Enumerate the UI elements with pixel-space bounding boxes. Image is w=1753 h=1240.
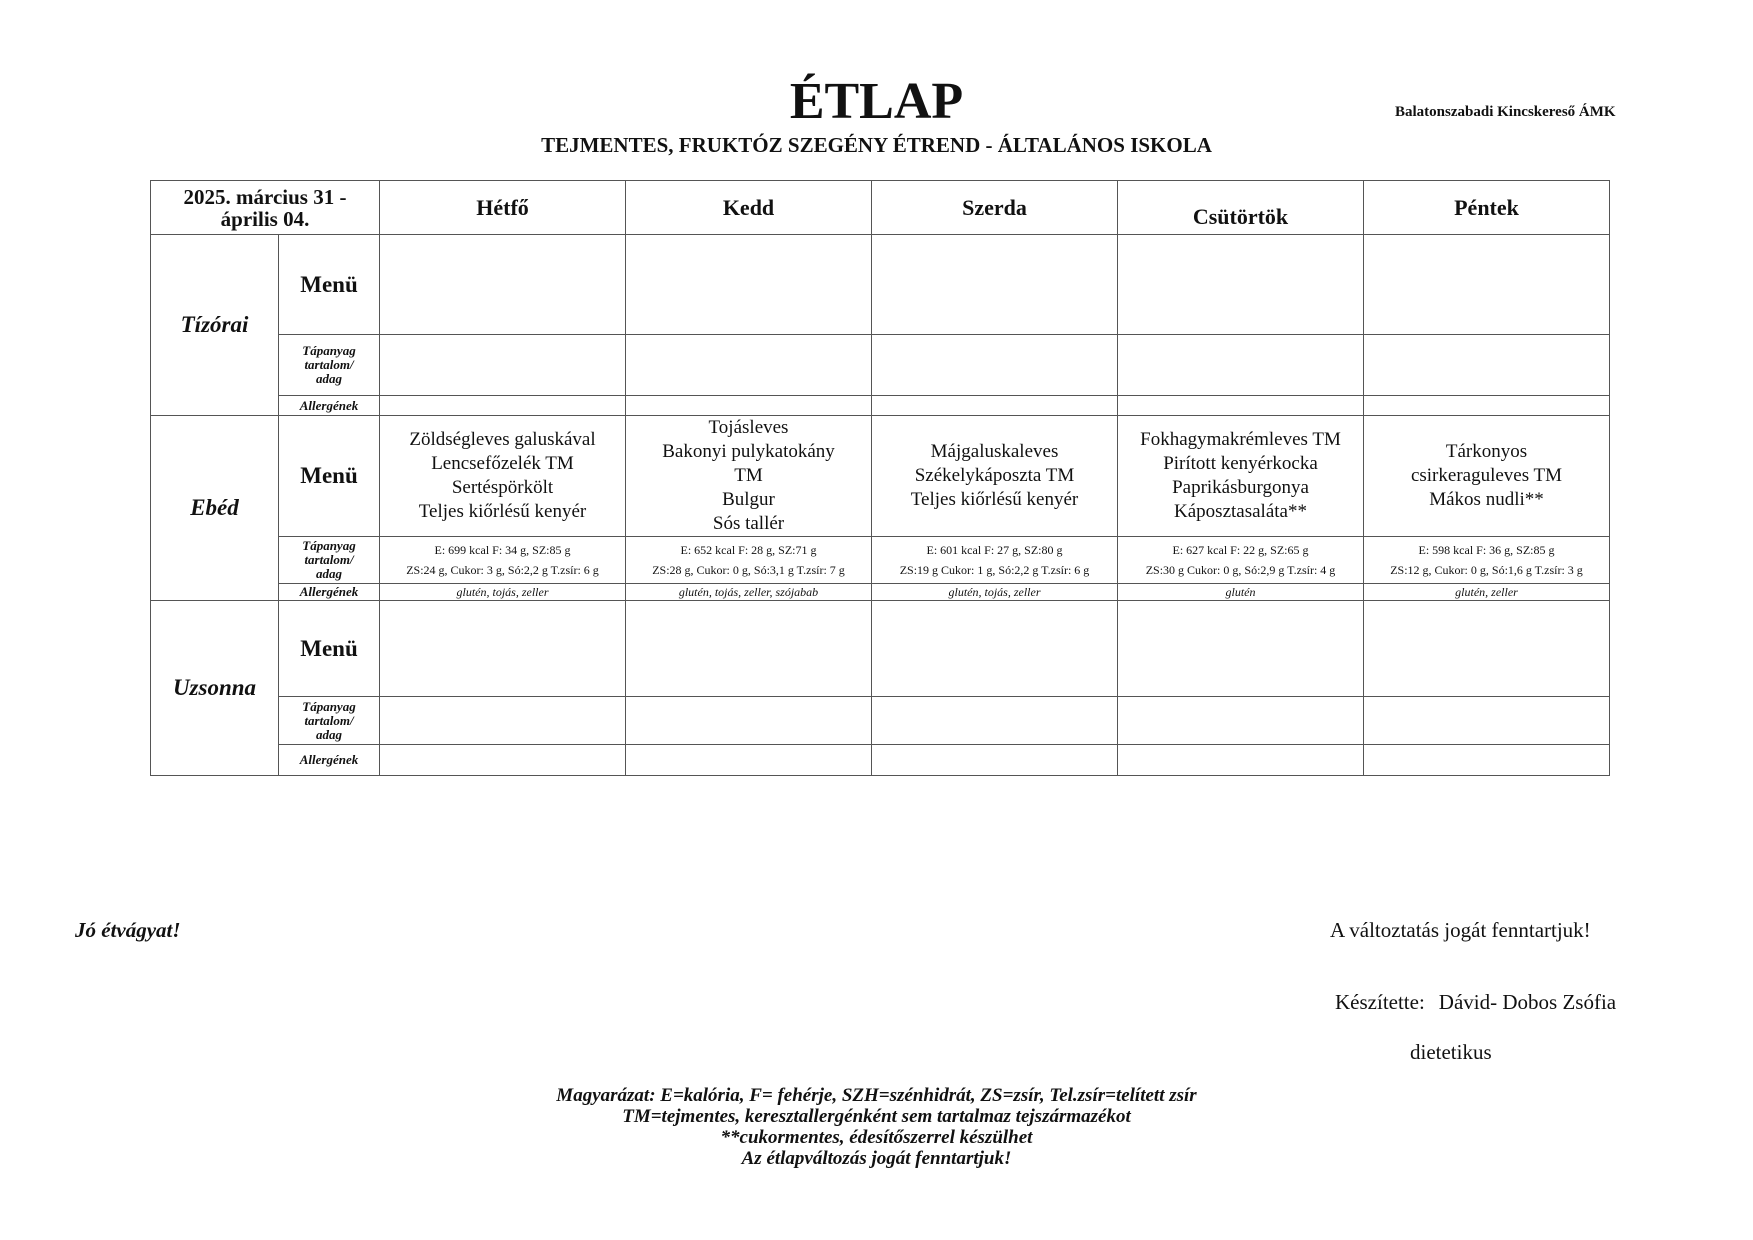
ebed-nutrient-row xyxy=(151,537,1610,584)
author-label: Készítette: xyxy=(1335,990,1425,1014)
nutrient-cell xyxy=(1118,697,1364,745)
nutrient-label-line-3: adag xyxy=(316,371,342,386)
dish-line: Lencsefőzelék TM xyxy=(431,453,574,474)
menu-cell xyxy=(1118,601,1364,697)
nutrient-cell xyxy=(626,697,872,745)
lunch-allergens-monday: glutén, tojás, zeller xyxy=(380,584,626,601)
nutrient-label-line-3: adag xyxy=(316,566,342,581)
lunch-menu-thursday xyxy=(1118,416,1364,537)
legend-line: TM=tejmentes, keresztallergénként sem tartalmaz tejszármazékot xyxy=(622,1106,1131,1127)
allergen-cell xyxy=(1118,396,1364,416)
nutrient-cell xyxy=(872,697,1118,745)
nutrient-line: ZS:19 g Cukor: 1 g, Só:2,2 g T.zsír: 6 g xyxy=(899,563,1090,577)
ebed-menu-row xyxy=(151,416,1610,537)
allergen-cell xyxy=(872,745,1118,776)
dish-line: Teljes kiőrlésű kenyér xyxy=(418,501,587,522)
menu-cell xyxy=(626,235,872,335)
lunch-nutrients-wednesday xyxy=(872,537,1118,584)
author-role: dietetikus xyxy=(1410,1040,1492,1064)
dish-line: Sertéspörkölt xyxy=(451,477,554,498)
menu-cell xyxy=(1364,601,1610,697)
dish-line: csirkeraguleves TM xyxy=(1410,465,1563,486)
dish-line: Paprikásburgonya xyxy=(1172,477,1309,498)
dish-line: Pirított kenyérkocka xyxy=(1163,453,1318,474)
dish-line: Bulgur xyxy=(722,489,775,510)
nutrient-cell xyxy=(626,335,872,396)
allergen-cell xyxy=(380,396,626,416)
lunch-menu-tuesday xyxy=(626,416,872,537)
page-subtitle: TEJMENTES, FRUKTÓZ SZEGÉNY ÉTREND - ÁLTALÁNOS ISKOLA xyxy=(541,133,1212,157)
institution-name: Balatonszabadi Kincskereső ÁMK xyxy=(1395,104,1616,120)
lunch-allergens-wednesday: glutén, tojás, zeller xyxy=(872,584,1118,601)
nutrient-label-line-3: adag xyxy=(316,726,342,742)
nutrient-line: ZS:28 g, Cukor: 0 g, Só:3,1 g T.zsír: 7 g xyxy=(652,563,845,577)
nutrient-cell xyxy=(1364,697,1610,745)
row-label-menu: Menü xyxy=(279,235,380,335)
nutrient-cell xyxy=(1118,335,1364,396)
nutrient-line: E: 699 kcal F: 34 g, SZ:85 g xyxy=(434,543,571,557)
date-line-2: április 04. xyxy=(220,206,310,231)
nutrient-line: E: 601 kcal F: 27 g, SZ:80 g xyxy=(926,543,1063,557)
row-label-menu: Menü xyxy=(279,601,380,697)
row-label-allergens: Allergének xyxy=(279,584,380,601)
menu-cell xyxy=(626,601,872,697)
ebed-allergen-row xyxy=(151,584,1610,601)
dish-line: Zöldségleves galuskával xyxy=(409,429,596,450)
tizorai-menu-row xyxy=(151,235,1610,335)
nutrient-cell xyxy=(380,335,626,396)
nutrient-line: ZS:30 g Cukor: 0 g, Só:2,9 g T.zsír: 4 g xyxy=(1145,563,1336,577)
day-header-monday: Hétfő xyxy=(380,181,626,235)
tizorai-allergen-row xyxy=(151,396,1610,416)
menu-cell xyxy=(380,235,626,335)
lunch-menu-monday xyxy=(380,416,626,537)
lunch-allergens-friday: glutén, zeller xyxy=(1364,584,1610,601)
legend-line: Magyarázat: E=kalória, F= fehérje, SZH=szénhidrát, ZS=zsír, Tel.zsír=telített zsír xyxy=(556,1085,1197,1106)
lunch-nutrients-friday xyxy=(1364,537,1610,584)
legend-line: **cukormentes, édesítőszerrel készülhet xyxy=(720,1127,1033,1148)
day-header-thursday: Csütörtök xyxy=(1118,181,1364,235)
nutrient-label-line-2: tartalom/ xyxy=(304,357,354,372)
nutrient-line: E: 598 kcal F: 36 g, SZ:85 g xyxy=(1418,543,1555,557)
nutrient-label-line-2: tartalom/ xyxy=(304,552,354,567)
meal-label-tizorai: Tízórai xyxy=(151,235,279,416)
lunch-allergens-thursday: glutén xyxy=(1118,584,1364,601)
nutrient-label-line-1: Tápanyag xyxy=(302,538,356,553)
dish-line: TM xyxy=(734,465,763,486)
dish-line: Káposztasaláta** xyxy=(1174,501,1307,522)
meal-label-ebed: Ebéd xyxy=(151,416,279,601)
row-label-menu: Menü xyxy=(279,416,380,537)
allergen-cell xyxy=(1118,745,1364,776)
row-label-allergens: Allergének xyxy=(279,745,380,776)
author-line xyxy=(1335,990,1616,1015)
day-header-row xyxy=(151,181,1610,235)
row-label-allergens: Allergének xyxy=(279,396,380,416)
author-name: Dávid- Dobos Zsófia xyxy=(1438,990,1617,1014)
uzsonna-allergen-row xyxy=(151,745,1610,776)
day-header-friday: Péntek xyxy=(1364,181,1610,235)
nutrient-line: ZS:12 g, Cukor: 0 g, Só:1,6 g T.zsír: 3 g xyxy=(1390,563,1583,577)
dish-line: Mákos nudli** xyxy=(1429,489,1544,510)
menu-table xyxy=(150,180,1610,776)
dish-line: Teljes kiőrlésű kenyér xyxy=(910,489,1079,510)
page-title: ÉTLAP xyxy=(789,73,964,130)
lunch-nutrients-tuesday xyxy=(626,537,872,584)
nutrient-label-line-2: tartalom/ xyxy=(304,712,354,728)
allergen-cell xyxy=(626,396,872,416)
nutrient-label-line-1: Tápanyag xyxy=(302,343,356,358)
dish-line: Májgaluskaleves xyxy=(930,441,1059,462)
menu-cell xyxy=(872,235,1118,335)
row-label-nutrients xyxy=(279,335,380,396)
legend-block xyxy=(0,1085,1753,1169)
reserve-rights-text: A változtatás jogát fenntartjuk! xyxy=(1330,918,1591,942)
dish-line: Sós tallér xyxy=(712,513,785,534)
uzsonna-menu-row xyxy=(151,601,1610,697)
allergen-cell xyxy=(1364,745,1610,776)
lunch-nutrients-thursday xyxy=(1118,537,1364,584)
lunch-menu-friday xyxy=(1364,416,1610,537)
dish-line: Székelykáposzta TM xyxy=(914,465,1075,486)
day-header-wednesday: Szerda xyxy=(872,181,1118,235)
menu-cell xyxy=(1364,235,1610,335)
menu-cell xyxy=(872,601,1118,697)
date-range-cell xyxy=(151,181,380,235)
dish-line: Bakonyi pulykatokány xyxy=(662,441,835,462)
nutrient-line: E: 627 kcal F: 22 g, SZ:65 g xyxy=(1172,543,1309,557)
lunch-nutrients-monday xyxy=(380,537,626,584)
nutrient-label-line-1: Tápanyag xyxy=(302,698,356,714)
allergen-cell xyxy=(1364,396,1610,416)
lunch-allergens-tuesday: glutén, tojás, zeller, szójabab xyxy=(626,584,872,601)
allergen-cell xyxy=(872,396,1118,416)
menu-cell xyxy=(380,601,626,697)
nutrient-cell xyxy=(380,697,626,745)
allergen-cell xyxy=(380,745,626,776)
date-line-1: 2025. március 31 - xyxy=(183,184,347,209)
dish-line: Tárkonyos xyxy=(1445,441,1528,462)
meal-label-uzsonna: Uzsonna xyxy=(151,601,279,776)
uzsonna-nutrient-row xyxy=(151,697,1610,745)
dish-line: Fokhagymakrémleves TM xyxy=(1140,429,1341,450)
nutrient-line: ZS:24 g, Cukor: 3 g, Só:2,2 g T.zsír: 6 g xyxy=(406,563,599,577)
tizorai-nutrient-row xyxy=(151,335,1610,396)
allergen-cell xyxy=(626,745,872,776)
row-label-nutrients xyxy=(279,697,380,745)
lunch-menu-wednesday xyxy=(872,416,1118,537)
menu-cell xyxy=(1118,235,1364,335)
row-label-nutrients xyxy=(279,537,380,584)
nutrient-cell xyxy=(872,335,1118,396)
nutrient-cell xyxy=(1364,335,1610,396)
legend-line: Az étlapváltozás jogát fenntartjuk! xyxy=(741,1148,1012,1169)
day-header-tuesday: Kedd xyxy=(626,181,872,235)
dish-line: Tojásleves xyxy=(708,417,789,438)
bon-appetit-text: Jó étvágyat! xyxy=(75,918,181,942)
nutrient-line: E: 652 kcal F: 28 g, SZ:71 g xyxy=(680,543,817,557)
